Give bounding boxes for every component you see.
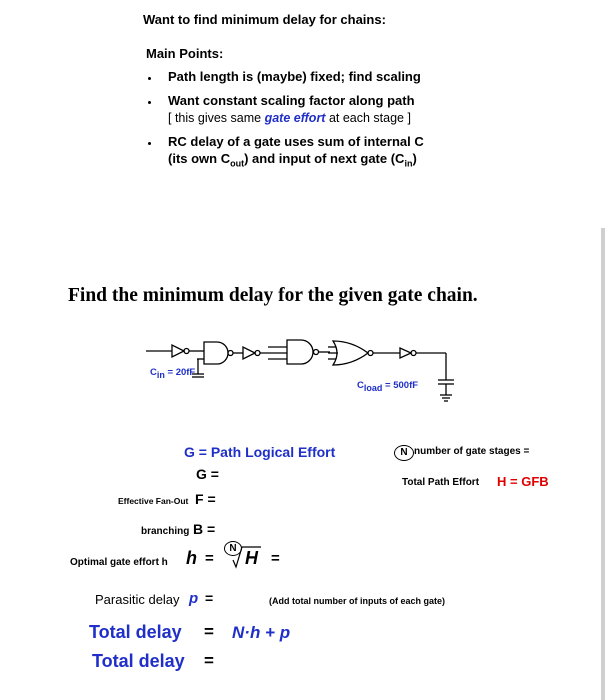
bullet-dot <box>148 101 151 104</box>
load-capacitor-icon <box>438 353 454 395</box>
text: (its own C <box>168 151 231 166</box>
f-equation: F = <box>195 491 216 507</box>
text: C <box>357 380 364 391</box>
total-delay-equals: = <box>204 622 214 641</box>
parasitic-delay-label: Parasitic delay <box>95 592 180 607</box>
inverter-3-icon <box>400 348 416 358</box>
subscript: out <box>230 158 245 169</box>
problem-title: Find the minimum delay for the given gate chain. <box>68 285 478 306</box>
note-text: [ this gives same <box>168 111 265 125</box>
total-path-effort-label: Total Path Effort <box>402 477 480 488</box>
branching-label: branching <box>141 526 190 537</box>
total-delay-equals-2: = <box>204 651 214 670</box>
bullet-constant-scaling: Want constant scaling factor along path <box>168 93 415 108</box>
opt-radicand: H <box>245 548 258 568</box>
intro-heading: Want to find minimum delay for chains: <box>143 12 386 27</box>
nand-gate-2-icon <box>287 340 319 364</box>
cin-label <box>150 367 195 380</box>
bullet-gate-effort-note <box>168 111 411 125</box>
h-equation: H = GFB <box>497 474 549 489</box>
note-text: at each stage ] <box>325 111 411 125</box>
bullet-path-length: Path length is (maybe) fixed; find scaling <box>168 69 421 84</box>
text: = 20fF <box>164 367 196 378</box>
inverter-2-icon <box>243 347 260 359</box>
opt-equals-2: = <box>271 550 280 567</box>
bullet-dot <box>148 77 151 80</box>
b-equation: B = <box>193 521 216 537</box>
subscript: in <box>404 158 413 169</box>
nand-gate-1-icon <box>197 342 233 364</box>
gate-effort-term: gate effort <box>264 111 326 125</box>
scrollbar[interactable] <box>601 228 605 700</box>
text: = 500fF <box>382 380 419 391</box>
nor-gate-icon <box>328 341 373 365</box>
bullet-rc-delay: RC delay of a gate uses sum of internal C <box>168 134 424 149</box>
g-equation: G = <box>196 466 219 482</box>
gate-chain-diagram <box>0 320 605 410</box>
text: ) <box>412 151 417 166</box>
opt-h-symbol: h <box>186 548 197 568</box>
parasitic-equals: = <box>205 590 214 606</box>
parasitic-note: (Add total number of inputs of each gate) <box>269 596 445 606</box>
total-delay-label: Total delay <box>89 622 182 642</box>
main-points-label: Main Points: <box>146 46 224 61</box>
opt-equals: = <box>205 550 214 567</box>
optimal-effort-label: Optimal gate effort h <box>70 557 168 568</box>
ground-icon <box>440 395 452 401</box>
text: ) and input of next gate (C <box>244 151 405 166</box>
effective-fanout-label: Effective Fan-Out <box>118 496 189 506</box>
bullet-dot <box>148 142 151 145</box>
parasitic-p: p <box>189 590 199 607</box>
n-definition: number of gate stages = <box>414 446 530 457</box>
n-circle: N <box>394 445 414 461</box>
inverter-1-icon <box>172 345 189 357</box>
subscript: load <box>363 382 383 393</box>
cload-label <box>357 380 418 393</box>
text: C <box>150 367 157 378</box>
root-index-circle: N <box>224 541 242 556</box>
path-logical-effort-def: G = Path Logical Effort <box>184 444 336 460</box>
bullet-rc-delay-line2 <box>168 151 417 169</box>
subscript: in <box>156 369 165 380</box>
total-delay-formula: N·h + p <box>232 623 291 642</box>
total-delay-label-2: Total delay <box>92 651 185 671</box>
